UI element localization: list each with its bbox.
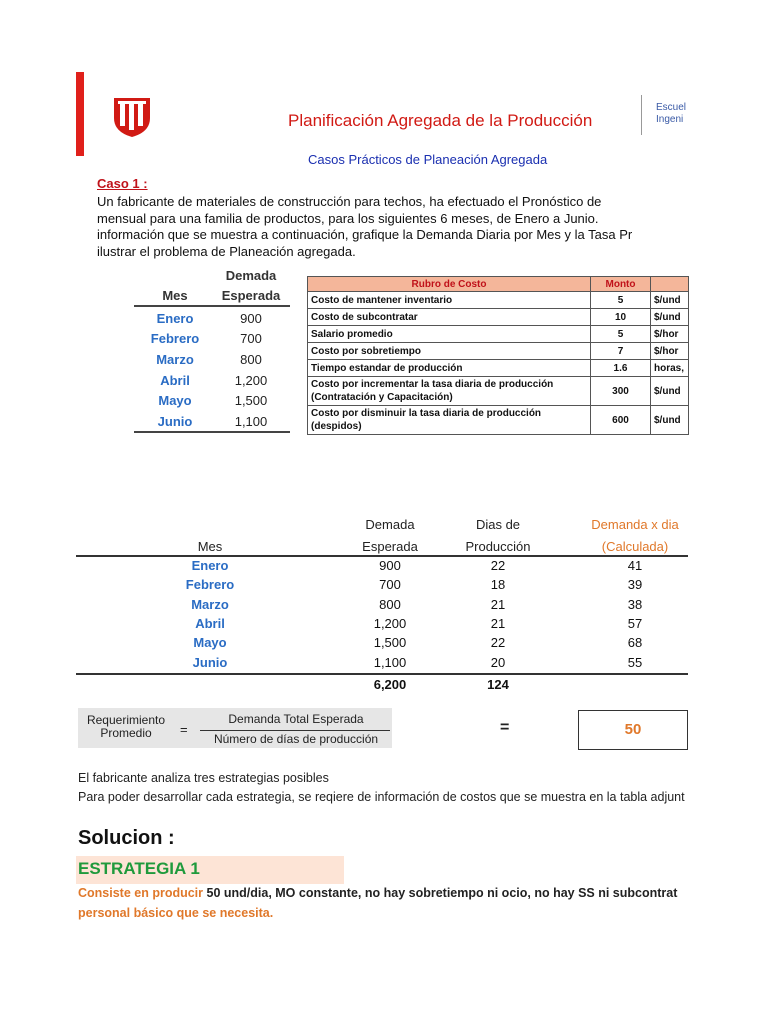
- main-header-demanda: Demada: [365, 517, 415, 532]
- main-row-dias: 21: [490, 597, 506, 612]
- table-row: Costo de mantener inventario 5 $/und: [308, 292, 689, 309]
- main-row-calc: 55: [627, 655, 643, 670]
- main-header-calculada: (Calculada): [601, 539, 669, 554]
- main-row-month: Junio: [192, 655, 228, 670]
- main-row-dias: 18: [490, 577, 506, 592]
- main-row-demanda: 700: [379, 577, 401, 592]
- formula-equals: =: [180, 722, 188, 737]
- main-header-produccion: Producción: [465, 539, 531, 554]
- small-table-month: Marzo: [156, 352, 194, 367]
- small-table-month: Abril: [160, 373, 190, 388]
- formula-result: 50: [578, 710, 688, 750]
- cost-table: [307, 276, 689, 435]
- main-header-esperada: Esperada: [362, 539, 418, 554]
- main-row-month: Mayo: [193, 635, 227, 650]
- small-table-month: Enero: [156, 311, 194, 326]
- main-row-demanda: 900: [379, 558, 401, 573]
- formula-numerator: Demanda Total Esperada: [228, 712, 364, 726]
- main-row-calc: 57: [627, 616, 643, 631]
- table-rule: [134, 305, 290, 307]
- cost-header-monto: Monto: [591, 277, 651, 292]
- total-demanda: 6,200: [373, 677, 407, 692]
- formula-fraction-line: [200, 730, 390, 731]
- main-row-demanda: 1,200: [373, 616, 407, 631]
- case-label: Caso 1 :: [97, 176, 148, 191]
- table-row: Salario promedio 5 $/hor: [308, 326, 689, 343]
- main-row-demanda: 800: [379, 597, 401, 612]
- small-table-value: 900: [240, 311, 262, 326]
- table-row: Costo por disminuir la tasa diaria de producción (despidos) 600 $/und: [308, 406, 689, 435]
- header-divider: [641, 95, 642, 135]
- small-table-header-mes: Mes: [162, 288, 188, 303]
- formula-requirement-label: Requerimiento Promedio: [86, 713, 166, 740]
- table-row: Costo por incrementar la tasa diaria de producción (Contratación y Capacitación) 300 $/und: [308, 377, 689, 406]
- analysis-text: El fabricante analiza tres estrategias posibles: [78, 771, 329, 785]
- main-row-dias: 22: [490, 558, 506, 573]
- cost-table-header: [308, 277, 689, 292]
- case-line: Un fabricante de materiales de construcción para techos, ha efectuado el Pronóstico de: [97, 194, 602, 209]
- main-row-calc: 39: [627, 577, 643, 592]
- strategy-description: Consiste en producir 50 und/dia, MO constante, no hay sobretiempo ni ocio, no hay SS ni subcontrat: [78, 886, 678, 900]
- case-line: mensual para una familia de productos, para los siguientes 6 meses, de Enero a Junio.: [97, 210, 599, 226]
- case-paragraph: [97, 194, 688, 260]
- main-row-month: Abril: [195, 616, 225, 631]
- brand-bar: [76, 72, 84, 156]
- small-table-value: 700: [240, 331, 262, 346]
- page-title: Planificación Agregada de la Producción: [288, 111, 593, 130]
- small-table-header-esperada: Esperada: [221, 288, 281, 303]
- cost-header-unit: [651, 277, 689, 292]
- strategy-description-cont: personal básico que se necesita.: [78, 906, 274, 920]
- main-row-calc: 38: [627, 597, 643, 612]
- table-row: Tiempo estandar de producción 1.6 horas,: [308, 360, 689, 377]
- main-header-dias: Dias de: [475, 517, 521, 532]
- case-line: ilustrar el problema de Planeación agregada.: [97, 243, 356, 259]
- total-dias: 124: [487, 677, 509, 692]
- main-row-demanda: 1,100: [373, 655, 407, 670]
- table-row: Costo de subcontratar 10 $/und: [308, 309, 689, 326]
- main-header-mes: Mes: [197, 539, 223, 554]
- page-subtitle: Casos Prácticos de Planeación Agregada: [308, 152, 548, 167]
- table-rule: [76, 555, 688, 557]
- formula-denominator: Número de días de producción: [213, 732, 379, 746]
- small-table-header-demanda: Demada: [225, 268, 277, 283]
- main-row-calc: 41: [627, 558, 643, 573]
- cost-header-rubro: Rubro de Costo: [308, 277, 591, 292]
- table-rule: [76, 673, 688, 675]
- small-table-value: 1,200: [234, 373, 268, 388]
- main-row-month: Enero: [191, 558, 229, 573]
- table-row: Costo por sobretiempo 7 $/hor: [308, 343, 689, 360]
- strategy-heading: ESTRATEGIA 1: [78, 859, 200, 878]
- small-table-month: Junio: [157, 414, 193, 429]
- main-row-dias: 22: [490, 635, 506, 650]
- main-row-month: Febrero: [185, 577, 235, 592]
- main-row-calc: 68: [627, 635, 643, 650]
- formula-result-equals: =: [500, 719, 510, 736]
- case-line: información que se muestra a continuación, grafique la Demanda Diaria por Mes y la Tasa Pr: [97, 227, 633, 242]
- main-row-demanda: 1,500: [373, 635, 407, 650]
- analysis-text: Para poder desarrollar cada estrategia, se reqiere de información de costos que se muestra en la tabla adjunt: [78, 790, 685, 804]
- small-table-value: 800: [240, 352, 262, 367]
- small-table-month: Mayo: [158, 393, 192, 408]
- school-label: Escuel Ingeni: [656, 102, 687, 125]
- main-row-dias: 20: [490, 655, 506, 670]
- solution-heading: Solucion :: [78, 827, 175, 849]
- small-table-month: Febrero: [150, 331, 200, 346]
- main-row-dias: 21: [490, 616, 506, 631]
- small-table-value: 1,100: [234, 414, 268, 429]
- main-row-month: Marzo: [191, 597, 229, 612]
- university-logo-icon: [112, 94, 152, 138]
- small-table-value: 1,500: [234, 393, 268, 408]
- table-rule: [134, 431, 290, 433]
- main-header-demanda-dia: Demanda x dia: [591, 517, 679, 532]
